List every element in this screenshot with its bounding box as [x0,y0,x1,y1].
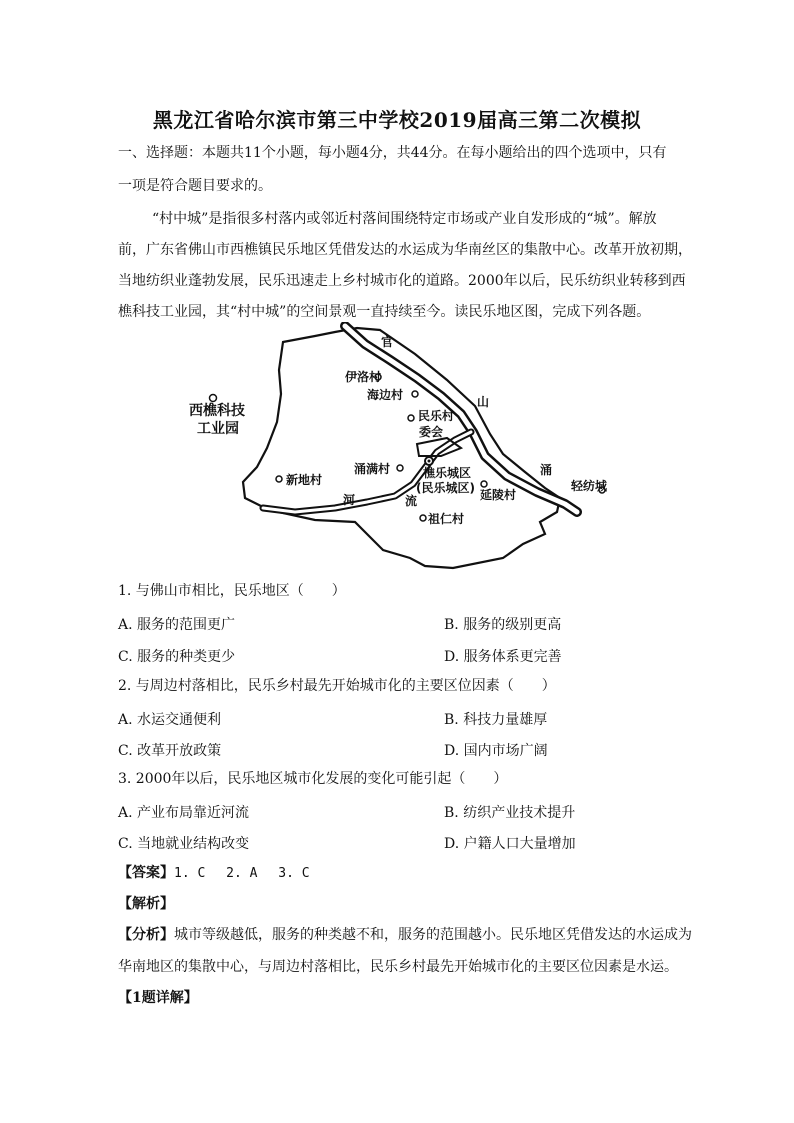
passage-line-2: 前，广东省佛山市西樵镇民乐地区凭借发达的水运成为华南丝区的集散中心。改革开放初期， [118,242,692,258]
question-1-option-c[interactable]: C. 服务的种类更少 [118,649,236,665]
question-3-option-b[interactable]: B. 纺织产业技术提升 [444,805,576,821]
question-1-option-d[interactable]: D. 服务体系更完善 [444,649,562,665]
yanling-village-marker [481,481,487,487]
map-label-yiluo: 伊洛村 [345,370,382,384]
question-1-stem: 1. 与佛山市相比，民乐地区（ ） [118,583,346,599]
question-1-option-b[interactable]: B. 服务的级别更高 [444,617,562,633]
yongman-village-marker [397,465,403,471]
map-label-qiaole-2: (民乐城区) [416,481,475,495]
map-label-guan: 官 [381,335,394,349]
passage-line-3: 当地纺织业蓬勃发展，民乐迅速走上乡村城市化的道路。2000年以后，民乐纺织业转移到西 [118,273,686,289]
map-label-qiaole-1: 樵乐城区 [423,466,472,480]
question-2-option-a[interactable]: A. 水运交通便利 [118,712,222,728]
minle-area-map [185,322,615,572]
passage-line-1: “村中城”是指很多村落内或邻近村落间围绕特定市场或产业自发形成的“城”。解放 [152,211,657,227]
analysis-line-1 [118,925,692,945]
map-label-minle-committee-2: 委会 [419,425,444,439]
map-label-qingfang: 轻纺城 [571,479,608,493]
map-label-haibian: 海边村 [367,388,404,402]
map-label-xiqiao-2: 工业园 [197,421,239,437]
question-2-option-c[interactable]: C. 改革开放政策 [118,743,222,759]
map-label-minle-committee-1: 民乐村 [418,409,455,423]
xiqiao-park-marker [210,395,217,402]
map-label-yanling: 延陵村 [480,488,517,502]
question-2-option-b[interactable]: B. 科技力量雄厚 [444,712,548,728]
zuren-village-marker [420,515,426,521]
map-label-he: 河 [343,493,356,507]
map-label-liu: 流 [405,494,418,508]
section-intro-line-2: 一项是符合题目要求的。 [118,178,272,194]
question-1-option-a[interactable]: A. 服务的范围更广 [118,617,236,633]
answer-label: 【答案】 [118,865,174,881]
document-title: 黑龙江省哈尔滨市第三中学校2019届高三第二次模拟 [152,108,642,132]
question-3-option-d[interactable]: D. 户籍人口大量增加 [444,836,576,852]
question-1-detail-heading: 【1题详解】 [118,990,198,1006]
question-2-stem: 2. 与周边村落相比，民乐乡村最先开始城市化的主要区位因素（ ） [118,678,556,694]
question-3-stem: 3. 2000年以后，民乐地区城市化发展的变化可能引起（ ） [118,771,508,787]
map-label-xindi: 新地村 [286,473,323,487]
section-intro-line-1: 一、选择题：本题共11个小题，每小题4分，共44分。在每小题给出的四个选项中，只有 [118,145,667,161]
map-label-zuren: 祖仁村 [428,512,465,526]
minle-committee-marker [408,415,414,421]
analysis-label: 【分析】 [118,927,174,943]
answer-line [118,863,310,884]
question-2-option-d[interactable]: D. 国内市场广阔 [444,743,548,759]
passage-line-4: 樵科技工业园，其“村中城”的空间景观一直持续至今。读民乐地区图，完成下列各题。 [118,304,651,320]
map-label-shan: 山 [477,395,490,409]
map-label-yong: 涌 [540,463,553,477]
xindi-village-marker [276,476,282,482]
map-label-xiqiao-1: 西樵科技 [189,403,245,419]
analysis-heading: 【解析】 [118,896,174,912]
haibian-village-marker [412,391,418,397]
map-label-yongman: 涌满村 [354,462,391,476]
analysis-text-1: 城市等级越低，服务的种类越不和，服务的范围越小。民乐地区凭借发达的水运成为 [174,927,692,943]
qiaole-urban-dot [428,460,431,463]
analysis-line-2: 华南地区的集散中心，与周边村落相比，民乐乡村最先开始城市化的主要区位因素是水运。 [118,959,678,975]
answer-text: 1. C 2. A 3. C [174,866,310,881]
question-3-option-c[interactable]: C. 当地就业结构改变 [118,836,250,852]
question-3-option-a[interactable]: A. 产业布局靠近河流 [118,805,250,821]
